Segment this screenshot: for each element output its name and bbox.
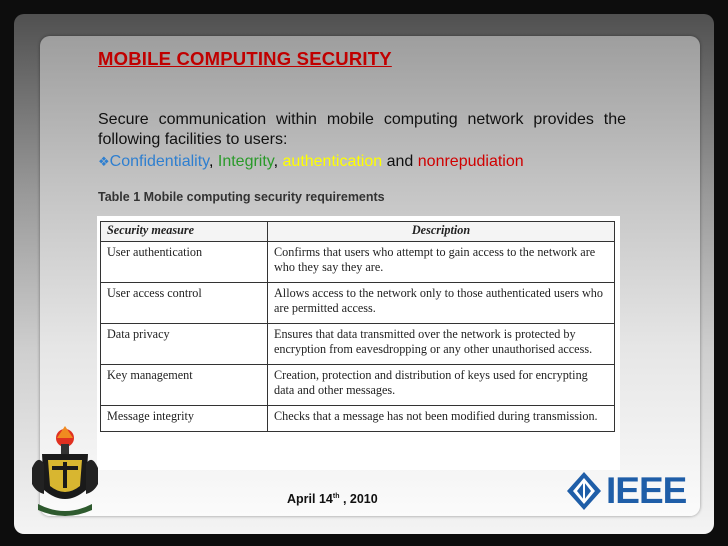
table-row bbox=[101, 406, 615, 432]
facility-confidentiality: Confidentiality bbox=[109, 153, 209, 170]
description-cell: Confirms that users who attempt to gain access to the network are who they say they are. bbox=[268, 242, 615, 283]
date-year: , 2010 bbox=[339, 492, 378, 506]
table-row bbox=[101, 283, 615, 324]
header-description: Description bbox=[268, 222, 615, 242]
facility-separator: , bbox=[273, 153, 279, 170]
table-caption: Table 1 Mobile computing security requirements bbox=[98, 190, 385, 204]
header-security-measure: Security measure bbox=[101, 222, 268, 242]
intro-paragraph: Secure communication within mobile computing network provides the following facilities to users: bbox=[98, 111, 626, 148]
ieee-logo bbox=[566, 471, 700, 511]
ieee-kite-icon bbox=[566, 471, 602, 511]
measure-cell: User access control bbox=[101, 283, 268, 324]
facilities-line bbox=[98, 152, 524, 172]
security-requirements-table bbox=[100, 221, 615, 432]
facility-and: and bbox=[386, 153, 414, 170]
date-ordinal: th bbox=[332, 492, 340, 500]
description-cell: Creation, protection and distribution of keys used for encrypting data and other messages. bbox=[268, 365, 615, 406]
presentation-date bbox=[287, 492, 378, 506]
bullet-icon: ❖ bbox=[98, 154, 110, 169]
facility-nonrepudiation: nonrepudiation bbox=[417, 153, 524, 170]
ieee-wordmark: IEEE bbox=[606, 470, 687, 511]
facility-separator: , bbox=[208, 153, 214, 170]
table-row bbox=[101, 242, 615, 283]
slide-title: MOBILE COMPUTING SECURITY bbox=[98, 48, 392, 69]
description-cell: Allows access to the network only to those authenticated users who are permitted access. bbox=[268, 283, 615, 324]
table-row bbox=[101, 324, 615, 365]
measure-cell: User authentication bbox=[101, 242, 268, 283]
university-crest-icon bbox=[30, 424, 100, 520]
measure-cell: Key management bbox=[101, 365, 268, 406]
measure-cell: Message integrity bbox=[101, 406, 268, 432]
table-image bbox=[97, 216, 620, 470]
facility-integrity: Integrity bbox=[217, 153, 274, 170]
date-month-day: April 14 bbox=[287, 492, 333, 506]
table-row bbox=[101, 365, 615, 406]
facility-authentication: authentication bbox=[282, 153, 383, 170]
description-cell: Checks that a message has not been modified during transmission. bbox=[268, 406, 615, 432]
measure-cell: Data privacy bbox=[101, 324, 268, 365]
table-header-row bbox=[101, 222, 615, 242]
description-cell: Ensures that data transmitted over the network is protected by encryption from eavesdropping or any other unauthorised access. bbox=[268, 324, 615, 365]
